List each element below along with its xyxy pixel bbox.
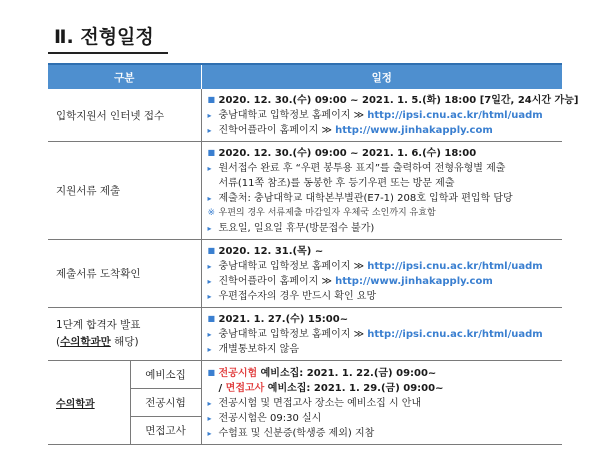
list-item: 진학어플라이 홈페이지 ≫: [218, 125, 336, 136]
header-category: 구분: [48, 64, 201, 89]
table-row: [48, 142, 562, 240]
triangle-bullet-icon: ▸: [207, 126, 212, 135]
category-line: [56, 334, 201, 351]
list-item: 전공시험은 09:30 실시: [218, 412, 322, 424]
schedule-date: 예비소집: 2021. 1. 29.(금) 09:00~: [264, 382, 444, 394]
row-content: [201, 240, 562, 308]
triangle-bullet-icon: ▸: [207, 277, 212, 286]
vet-only-label: 수의학과만: [60, 336, 111, 348]
schedule-date: 2020. 12. 31.(목) ~: [218, 246, 324, 257]
row-category: 제출서류 도착확인: [48, 240, 201, 308]
list-item: 토요일, 일요일 휴무(방문접수 불가): [218, 223, 375, 234]
interview-label: 면접고사: [225, 382, 265, 394]
triangle-bullet-icon: ▸: [207, 292, 212, 301]
square-bullet-icon: ■: [207, 95, 216, 104]
triangle-bullet-icon: ▸: [207, 413, 212, 423]
cnu-admission-link[interactable]: http://ipsi.cnu.ac.kr/html/uadm: [367, 110, 543, 121]
schedule-date: 2020. 12. 30.(수) 09:00 ~ 2021. 1. 6.(수) 18:00: [218, 148, 477, 159]
triangle-bullet-icon: ▸: [207, 194, 212, 203]
table-row: [48, 308, 562, 361]
triangle-bullet-icon: ▸: [207, 111, 212, 120]
triangle-bullet-icon: ▸: [207, 345, 212, 354]
triangle-bullet-icon: ▸: [207, 330, 212, 339]
list-item: 우편접수자의 경우 반드시 확인 요망: [218, 291, 377, 302]
row-content: [201, 89, 579, 142]
sub-category: 전공시험: [130, 389, 201, 417]
vet-dept-label: 수의학과: [56, 399, 95, 410]
square-bullet-icon: ■: [207, 314, 216, 323]
page-title: Ⅱ. 전형일정: [54, 26, 154, 48]
list-item: 제출처: 충남대학교 대학본부별관(E7-1) 208호 입학과 편입학 담당: [218, 193, 513, 204]
cnu-admission-link[interactable]: http://ipsi.cnu.ac.kr/html/uadm: [367, 329, 543, 340]
table-row: [48, 240, 562, 308]
schedule-date: 2021. 1. 27.(수) 15:00~: [218, 314, 349, 325]
square-bullet-icon: ■: [207, 148, 216, 157]
schedule-date: 예비소집: 2021. 1. 22.(금) 09:00~: [257, 367, 437, 379]
list-item: 전공시험 및 면접고사 장소는 예비소집 시 안내: [218, 397, 422, 409]
triangle-bullet-icon: ▸: [207, 262, 212, 271]
table-row: [48, 89, 562, 142]
paren-open: (: [56, 336, 61, 348]
list-item-continued: 서류(11쪽 참조)를 동봉한 후 등기우편 또는 방문 제출: [218, 178, 455, 189]
note-text: 우편의 경우 서류제출 마감일자 우체국 소인까지 유효함: [218, 208, 436, 218]
list-item: 원서접수 완료 후 “우편 봉투용 표지”를 출력하여 전형유형별 제출: [218, 163, 506, 174]
list-item: 충남대학교 입학정보 홈페이지 ≫: [218, 329, 368, 340]
list-item: 개별통보하지 않음: [218, 344, 299, 355]
row-content: [201, 308, 562, 361]
sub-category: 예비소집: [130, 361, 201, 389]
triangle-bullet-icon: ▸: [207, 428, 212, 438]
square-bullet-icon: ■: [207, 367, 216, 377]
jinhakapply-link[interactable]: http://www.jinhakapply.com: [335, 276, 493, 287]
table-row: [48, 361, 562, 389]
triangle-bullet-icon: ▸: [207, 398, 212, 408]
category-suffix: 해당): [110, 336, 139, 348]
exam-label: 전공시험: [218, 367, 258, 379]
list-item: 수험표 및 신분증(학생증 제외) 지참: [218, 427, 375, 439]
square-bullet-icon: ■: [207, 246, 216, 255]
title-underline: [48, 52, 168, 54]
jinhakapply-link[interactable]: http://www.jinhakapply.com: [335, 125, 493, 136]
sub-category: 면접고사: [130, 417, 201, 445]
triangle-bullet-icon: ▸: [207, 164, 212, 173]
row-category: 입학지원서 인터넷 접수: [48, 89, 201, 142]
row-category: [48, 308, 201, 361]
row-content: [201, 142, 562, 240]
cnu-admission-link[interactable]: http://ipsi.cnu.ac.kr/html/uadm: [367, 261, 543, 272]
schedule-date: 2020. 12. 30.(수) 09:00 ~ 2021. 1. 5.(화) 18:00 [7일간, 24시간 가능]: [218, 95, 579, 106]
schedule-table: [48, 63, 579, 445]
table-header-row: [48, 64, 562, 89]
header-schedule: 일정: [201, 64, 562, 89]
list-item: 진학어플라이 홈페이지 ≫: [218, 276, 336, 287]
triangle-bullet-icon: ▸: [207, 224, 212, 233]
note-mark-icon: ※: [207, 208, 216, 218]
list-item: 충남대학교 입학정보 홈페이지 ≫: [218, 110, 368, 121]
list-item: 충남대학교 입학정보 홈페이지 ≫: [218, 261, 368, 272]
row-content: [201, 361, 562, 445]
category-line: 1단계 합격자 발표: [56, 319, 141, 331]
slash-separator: /: [218, 382, 226, 394]
row-category: [48, 361, 130, 445]
row-category: 지원서류 제출: [48, 142, 201, 240]
